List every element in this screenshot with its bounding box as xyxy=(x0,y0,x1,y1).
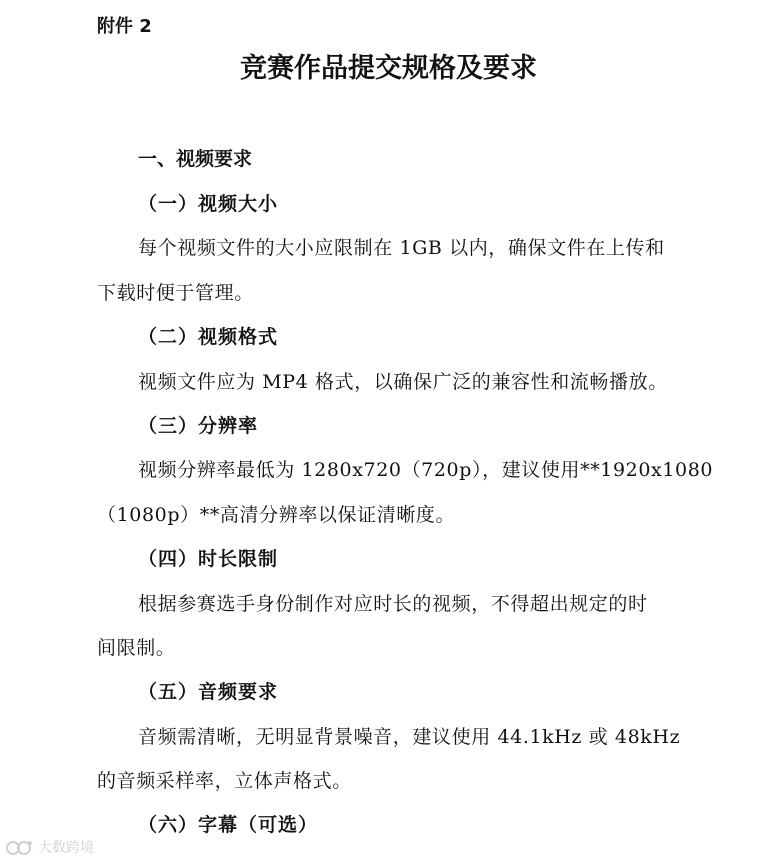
subheading-audio-requirements: （五）音频要求 xyxy=(138,681,279,703)
paragraph-line: 的音频采样率，立体声格式。 xyxy=(97,770,352,792)
paragraph-line: 视频分辨率最低为 1280x720（720p），建议使用**1920x1080 xyxy=(138,459,714,481)
attachment-label: 附件 2 xyxy=(97,16,152,37)
paragraph-line: 每个视频文件的大小应限制在 1GB 以内，确保文件在上传和 xyxy=(138,237,665,259)
subheading-video-size: （一）视频大小 xyxy=(138,193,279,215)
document-title: 竞赛作品提交规格及要求 xyxy=(240,53,537,84)
paragraph-line: 视频文件应为 MP4 格式，以确保广泛的兼容性和流畅播放。 xyxy=(138,371,668,393)
paragraph-line: 间限制。 xyxy=(97,637,176,659)
watermark xyxy=(6,838,94,858)
paragraph-line: 根据参赛选手身份制作对应时长的视频，不得超出规定的时 xyxy=(138,593,648,615)
paragraph-line: 音频需清晰，无明显背景噪音，建议使用 44.1kHz 或 48kHz xyxy=(138,726,681,748)
subheading-resolution: （三）分辨率 xyxy=(138,415,259,437)
section-heading-video: 一、视频要求 xyxy=(138,148,253,170)
subheading-subtitles: （六）字幕（可选） xyxy=(138,814,319,836)
paragraph-line: （1080p）**高清分辨率以保证清晰度。 xyxy=(97,504,456,526)
subheading-duration-limit: （四）时长限制 xyxy=(138,548,279,570)
watermark-text: 大数跨境 xyxy=(38,840,94,856)
subheading-video-format: （二）视频格式 xyxy=(138,326,279,348)
logo-icon xyxy=(6,839,34,857)
paragraph-line: 下载时便于管理。 xyxy=(97,282,254,304)
